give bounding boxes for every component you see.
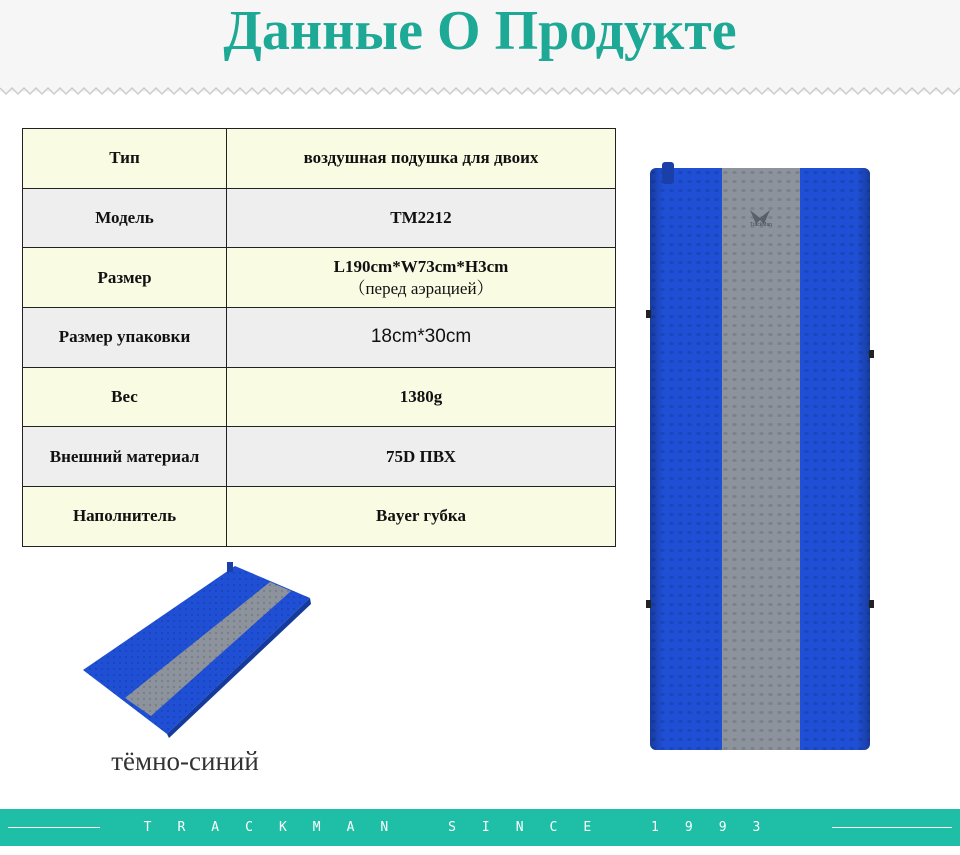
spec-label: Размер — [23, 248, 227, 308]
header-band — [0, 0, 960, 92]
page-title: Данные О Продукте — [223, 0, 737, 62]
spec-label: Модель — [23, 188, 227, 248]
spec-value-note: （перед аэрацией） — [348, 278, 494, 298]
spec-label: Внешний материал — [23, 427, 227, 487]
color-label: тёмно-синий — [111, 746, 259, 776]
footer-slogan: TRACKMAN SINCE 1993 — [143, 820, 787, 835]
product-image-mat-small — [75, 558, 320, 738]
zigzag-divider — [0, 84, 960, 100]
spec-row-filler — [23, 487, 616, 547]
spec-value-cell — [227, 248, 616, 308]
spec-label: Размер упаковки — [23, 308, 227, 368]
spec-label: Наполнитель — [23, 487, 227, 547]
spec-value: 1380g — [227, 367, 616, 427]
spec-table — [22, 128, 616, 547]
spec-value: TM2212 — [227, 188, 616, 248]
spec-label: Тип — [23, 129, 227, 189]
product-image-mat-large — [640, 150, 880, 760]
spec-row-size — [23, 248, 616, 308]
footer-bar — [0, 809, 960, 846]
footer-divider-left — [8, 827, 100, 828]
spec-value: воздушная подушка для двоих — [227, 129, 616, 189]
spec-value: 75D ПВХ — [227, 427, 616, 487]
spec-row-model — [23, 188, 616, 248]
spec-row-pack-size — [23, 308, 616, 368]
spec-row-weight — [23, 367, 616, 427]
footer-divider-right — [832, 827, 952, 828]
spec-value: Bayer губка — [227, 487, 616, 547]
spec-label: Вес — [23, 367, 227, 427]
spec-row-type — [23, 129, 616, 189]
spec-value: L190cm*W73cm*H3cm — [333, 256, 509, 276]
svg-text:TrackMan: TrackMan — [749, 222, 773, 228]
spec-row-material — [23, 427, 616, 487]
spec-value: 18cm*30cm — [227, 308, 616, 368]
